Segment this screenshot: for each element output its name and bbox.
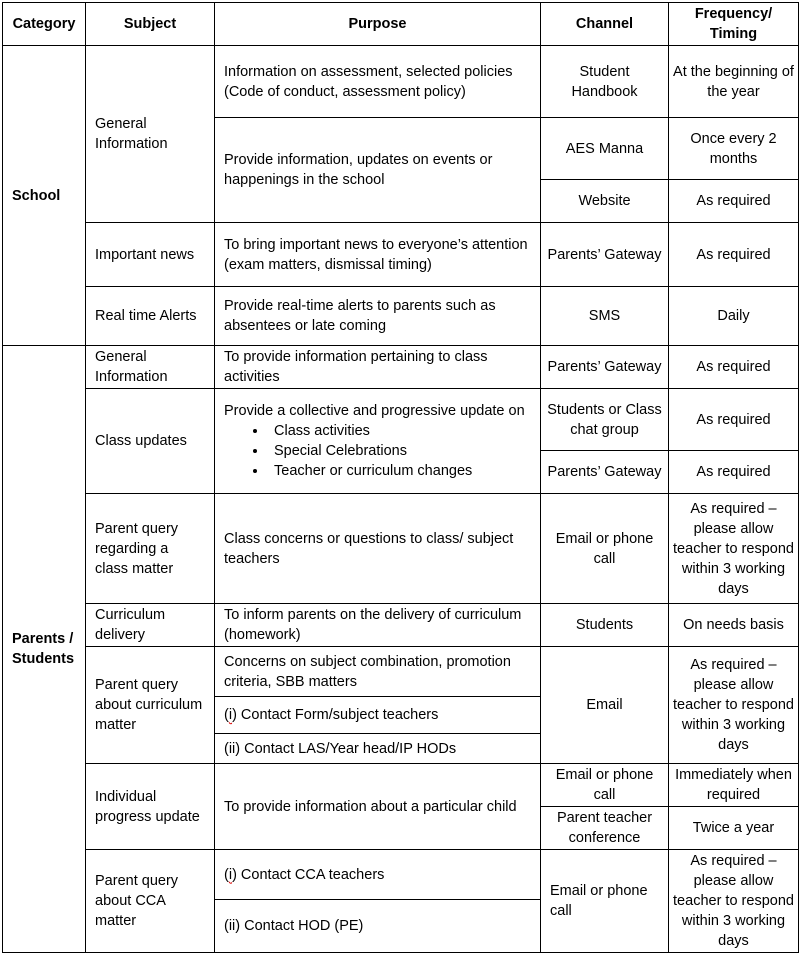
subject-cell: Important news: [86, 223, 215, 287]
purpose-cell: Provide real-time alerts to parents such as absentees or late coming: [215, 287, 541, 346]
frequency-cell: As required: [669, 389, 799, 451]
frequency-cell: As required – please allow teacher to respond within 3 working days: [669, 494, 799, 604]
category-parents-students: Parents / Students: [3, 346, 86, 953]
channel-cell: SMS: [541, 287, 669, 346]
table-row: [3, 850, 799, 900]
frequency-cell: As required – please allow teacher to respond within 3 working days: [669, 647, 799, 764]
frequency-cell: At the beginning of the year: [669, 46, 799, 118]
purpose-cell: Class concerns or questions to class/ subject teachers: [215, 494, 541, 604]
purpose-text: Provide a collective and progressive update on: [224, 403, 525, 419]
purpose-cell: [215, 850, 541, 900]
table-row: [3, 764, 799, 807]
purpose-part: Concerns on subject combination, promotion criteria, SBB matters: [224, 653, 511, 690]
frequency-cell: Twice a year: [669, 807, 799, 850]
purpose-cell: [215, 647, 541, 764]
spellcheck-word: i: [228, 707, 233, 723]
purpose-part: (ii) Contact LAS/Year head/IP HODs: [215, 733, 540, 763]
header-row: [3, 3, 799, 46]
subject-cell: Individual progress update: [86, 764, 215, 850]
header-purpose: Purpose: [215, 3, 541, 46]
frequency-cell: As required: [669, 346, 799, 389]
table-row: [3, 647, 799, 764]
list-item: • Class activities: [268, 421, 531, 441]
subject-cell: Real time Alerts: [86, 287, 215, 346]
subject-cell: Curriculum delivery: [86, 604, 215, 647]
channel-cell: Website: [541, 180, 669, 223]
frequency-cell: On needs basis: [669, 604, 799, 647]
purpose-part-rest: ) Contact Form/subject teachers: [232, 707, 439, 723]
spellcheck-word: i: [228, 866, 233, 883]
purpose-cell: [215, 389, 541, 494]
channel-cell: Parents’ Gateway: [541, 451, 669, 494]
header-channel: Channel: [541, 3, 669, 46]
subject-cell: General Information: [86, 346, 215, 389]
purpose-cell: (ii) Contact HOD (PE): [215, 900, 541, 953]
frequency-cell: Once every 2 months: [669, 118, 799, 180]
subject-cell: Parent query regarding a class matter: [86, 494, 215, 604]
table-row: [3, 494, 799, 604]
frequency-cell: As required: [669, 180, 799, 223]
purpose-part: [215, 696, 540, 733]
purpose-cell: To bring important news to everyone’s attention (exam matters, dismissal timing): [215, 223, 541, 287]
purpose-cell: Information on assessment, selected policies (Code of conduct, assessment policy): [215, 46, 541, 118]
header-category: Category: [3, 3, 86, 46]
bullet-list: [224, 421, 531, 481]
subject-cell: General Information: [86, 46, 215, 223]
communication-table: [2, 2, 799, 953]
header-frequency: Frequency/ Timing: [669, 3, 799, 46]
subject-cell: Parent query about CCA matter: [86, 850, 215, 953]
channel-cell: Email or phone call: [541, 850, 669, 953]
table-row: [3, 604, 799, 647]
purpose-cell: To provide information pertaining to class activities: [215, 346, 541, 389]
purpose-part-prefix: (: [224, 866, 229, 883]
purpose-part-prefix: (: [224, 707, 229, 723]
frequency-cell: Immediately when required: [669, 764, 799, 807]
channel-cell: Parent teacher conference: [541, 807, 669, 850]
channel-cell: Students or Class chat group: [541, 389, 669, 451]
table-row: [3, 287, 799, 346]
channel-cell: Email or phone call: [541, 494, 669, 604]
channel-cell: Email or phone call: [541, 764, 669, 807]
table-row: [3, 346, 799, 389]
list-item: • Special Celebrations: [268, 441, 531, 461]
table-row: [3, 46, 799, 118]
channel-cell: Parents’ Gateway: [541, 346, 669, 389]
header-subject: Subject: [86, 3, 215, 46]
table-row: [3, 223, 799, 287]
purpose-cell: To provide information about a particular child: [215, 764, 541, 850]
purpose-part-rest: ) Contact CCA teachers: [232, 866, 385, 883]
frequency-cell: As required: [669, 223, 799, 287]
channel-cell: Email: [541, 647, 669, 764]
category-school: School: [3, 46, 86, 346]
purpose-cell: Provide information, updates on events or happenings in the school: [215, 118, 541, 223]
list-item: • Teacher or curriculum changes: [268, 461, 531, 481]
subject-cell: Parent query about curriculum matter: [86, 647, 215, 764]
channel-cell: Student Handbook: [541, 46, 669, 118]
subject-cell: Class updates: [86, 389, 215, 494]
channel-cell: Parents’ Gateway: [541, 223, 669, 287]
frequency-cell: As required: [669, 451, 799, 494]
purpose-cell: To inform parents on the delivery of curriculum (homework): [215, 604, 541, 647]
table-row: [3, 389, 799, 451]
channel-cell: AES Manna: [541, 118, 669, 180]
channel-cell: Students: [541, 604, 669, 647]
frequency-cell: Daily: [669, 287, 799, 346]
frequency-cell: As required – please allow teacher to respond within 3 working days: [669, 850, 799, 953]
